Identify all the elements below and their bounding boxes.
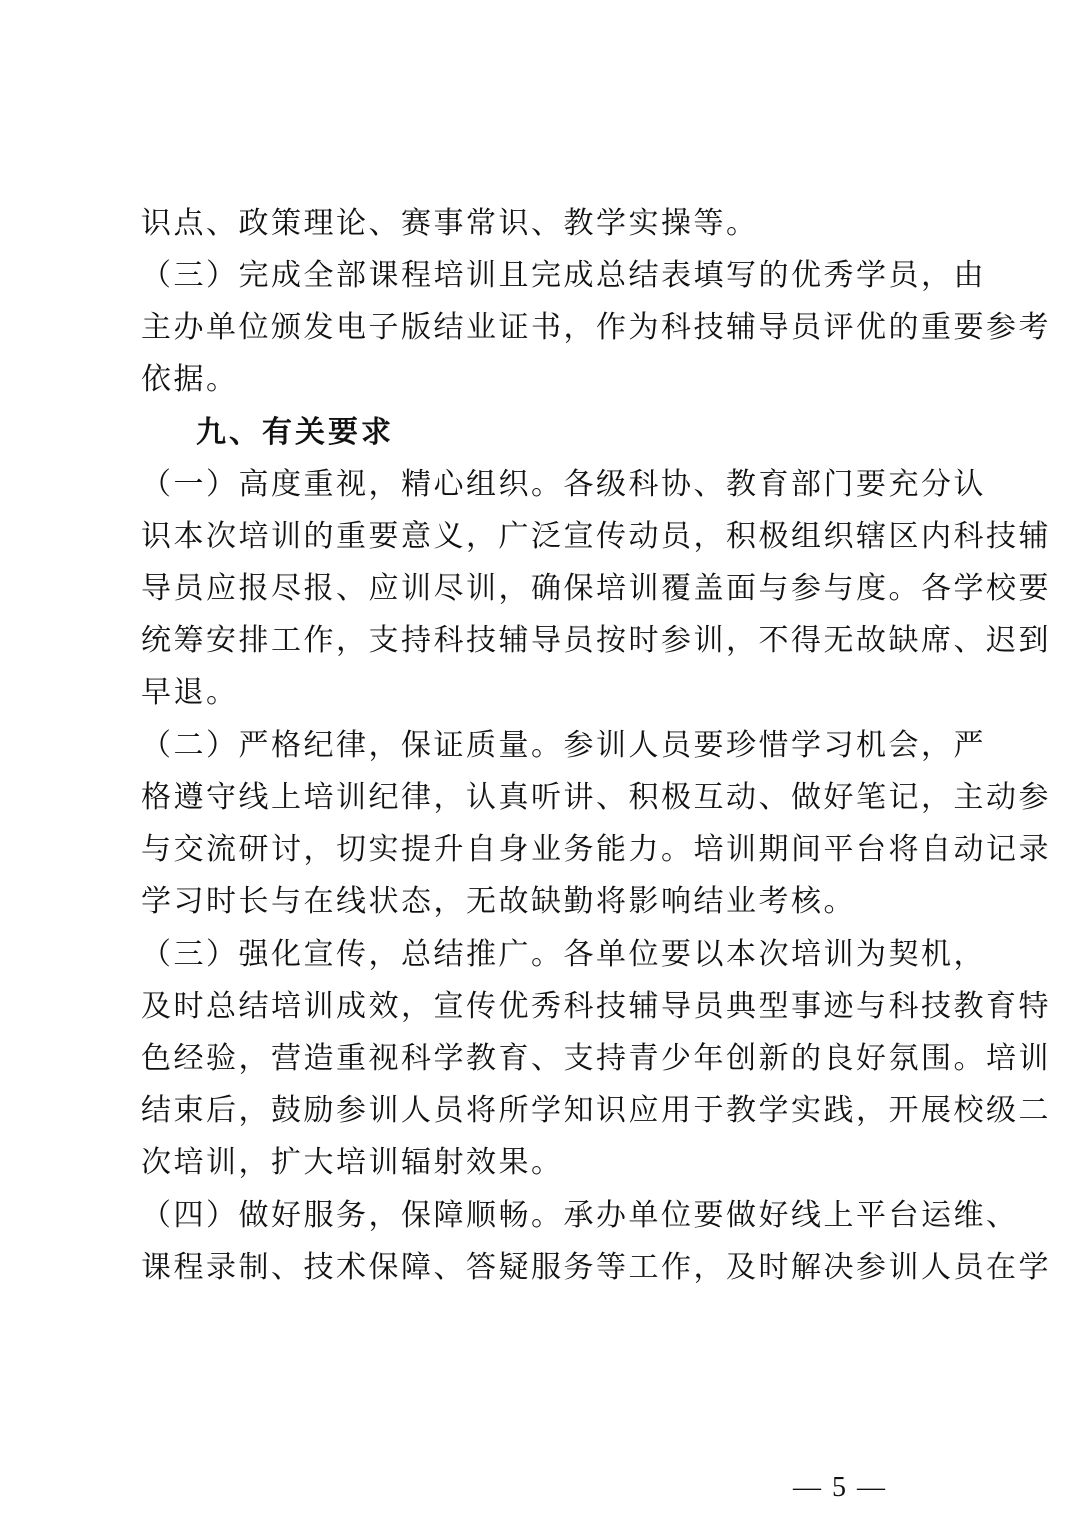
body-line: 次培训，扩大培训辐射效果。 (141, 1145, 564, 1180)
body-line: （四）做好服务，保障顺畅。承办单位要做好线上平台运维、 (141, 1198, 1019, 1233)
body-line: （一）高度重视，精心组织。各级科协、教育部门要充分认 (141, 467, 986, 502)
body-line: 结束后，鼓励参训人员将所学知识应用于教学实践，开展校级二 (141, 1093, 1051, 1128)
body-line: 格遵守线上培训纪律，认真听讲、积极互动、做好笔记，主动参 (141, 780, 1051, 815)
body-line: 及时总结培训成效，宣传优秀科技辅导员典型事迹与科技教育特 (141, 989, 1051, 1024)
body-line: 统筹安排工作，支持科技辅导员按时参训，不得无故缺席、迟到 (141, 623, 1051, 658)
body-line: 识点、政策理论、赛事常识、教学实操等。 (141, 206, 759, 241)
body-line: 课程录制、技术保障、答疑服务等工作，及时解决参训人员在学 (141, 1250, 1051, 1285)
body-line: （三）强化宣传，总结推广。各单位要以本次培训为契机， (141, 937, 986, 972)
body-line: 学习时长与在线状态，无故缺勤将影响结业考核。 (141, 884, 856, 919)
body-line: 导员应报尽报、应训尽训，确保培训覆盖面与参与度。各学校要 (141, 571, 1051, 606)
body-line: 色经验，营造重视科学教育、支持青少年创新的良好氛围。培训 (141, 1041, 1051, 1076)
body-line: 早退。 (141, 675, 239, 710)
body-line: 主办单位颁发电子版结业证书，作为科技辅导员评优的重要参考 (141, 310, 1051, 345)
section-heading: 九、有关要求 (196, 415, 394, 450)
body-line: 识本次培训的重要意义，广泛宣传动员，积极组织辖区内科技辅 (141, 519, 1051, 554)
body-line: 与交流研讨，切实提升自身业务能力。培训期间平台将自动记录 (141, 832, 1051, 867)
page-number: — 5 — (793, 1472, 887, 1503)
body-line: （二）严格纪律，保证质量。参训人员要珍惜学习机会，严 (141, 728, 986, 763)
body-line: 依据。 (141, 362, 239, 397)
body-line: （三）完成全部课程培训且完成总结表填写的优秀学员，由 (141, 258, 986, 293)
